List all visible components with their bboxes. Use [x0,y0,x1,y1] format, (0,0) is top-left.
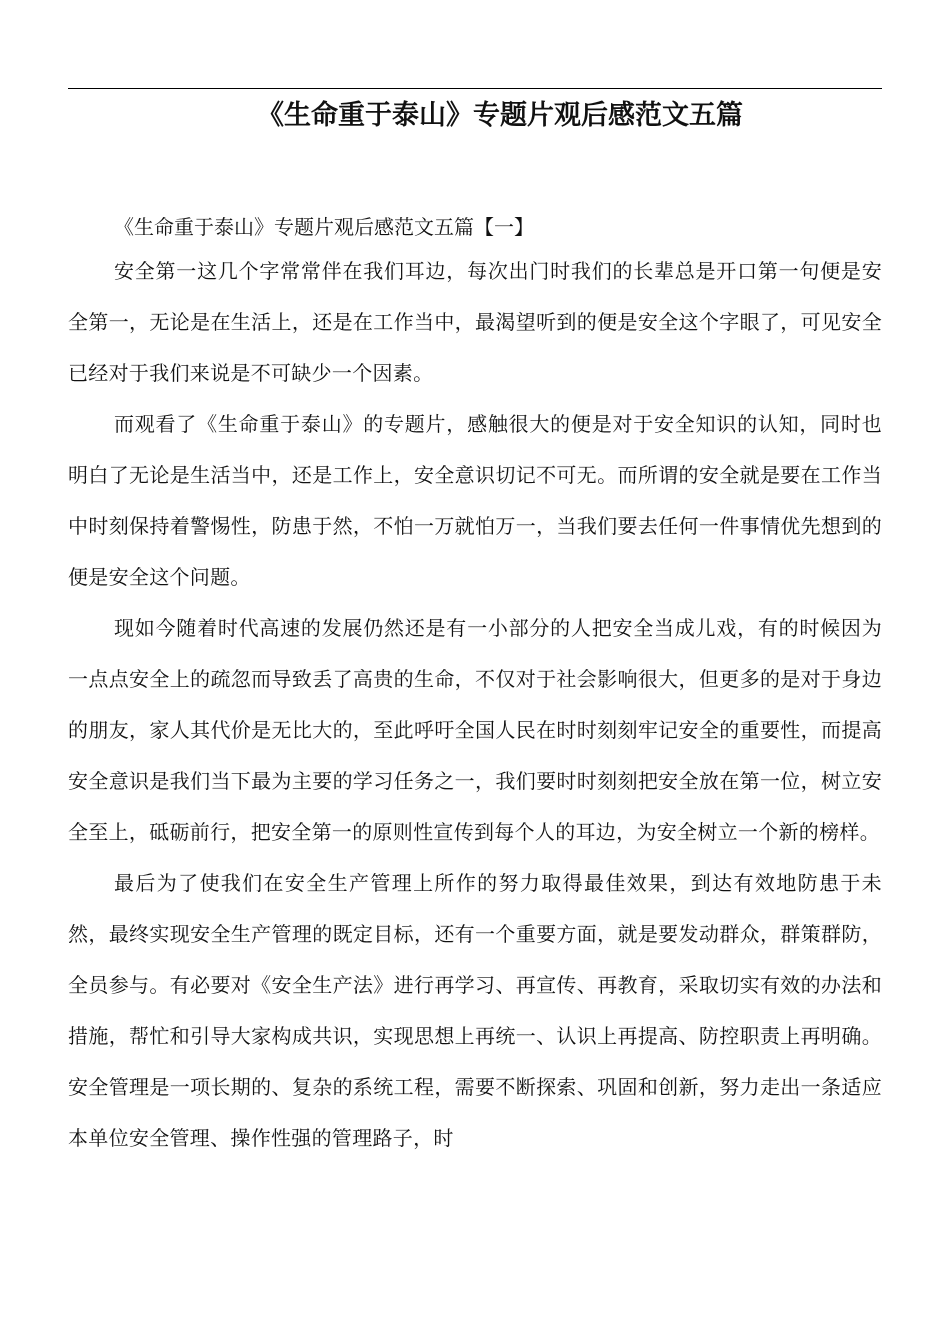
paragraph-4: 最后为了使我们在安全生产管理上所作的努力取得最佳效果，到达有效地防患于未然，最终实现安全生产管理的既定目标，还有一个重要方面，就是要发动群众，群策群防，全员参与。有必要对《安全生产法》进行再学习、再宣传、再教育，采取切实有效的办法和措施，帮忙和引导大家构成共识，实现思想上再统一、认识上再提高、防控职责上再明确。安全管理是一项长期的、复杂的系统工程，需要不断探索、巩固和创新，努力走出一条适应本单位安全管理、操作性强的管理路子，时 [68,871,882,1150]
section-heading: 《生命重于泰山》专题片观后感范文五篇【一】 [114,215,534,239]
paragraph-2: 而观看了《生命重于泰山》的专题片，感触很大的便是对于安全知识的认知，同时也明白了无论是生活当中，还是工作上，安全意识切记不可无。而所谓的安全就是要在工作当中时刻保持着警惕性，防患于然，不怕一万就怕万一，当我们要去任何一件事情优先想到的便是安全这个问题。 [68,412,882,589]
paragraph-3: 现如今随着时代高速的发展仍然还是有一小部分的人把安全当成儿戏，有的时候因为一点点安全上的疏忽而导致丢了高贵的生命，不仅对于社会影响很大，但更多的是对于身边的朋友，家人其代价是无比大的，至此呼吁全国人民在时时刻刻牢记安全的重要性，而提高安全意识是我们当下最为主要的学习任务之一，我们要时时刻刻把安全放在第一位，树立安全至上，砥砺前行，把安全第一的原则性宣传到每个人的耳边，为安全树立一个新的榜样。 [68,616,882,844]
document-title: 《生命重于泰山》专题片观后感范文五篇 [257,100,743,131]
paragraph-1: 安全第一这几个字常常伴在我们耳边，每次出门时我们的长辈总是开口第一句便是安全第一，无论是在生活上，还是在工作当中，最渴望听到的便是安全这个字眼了，可见安全已经对于我们来说是不可缺少一个因素。 [68,259,882,385]
document-body [68,209,882,1164]
header-rule [68,88,882,89]
